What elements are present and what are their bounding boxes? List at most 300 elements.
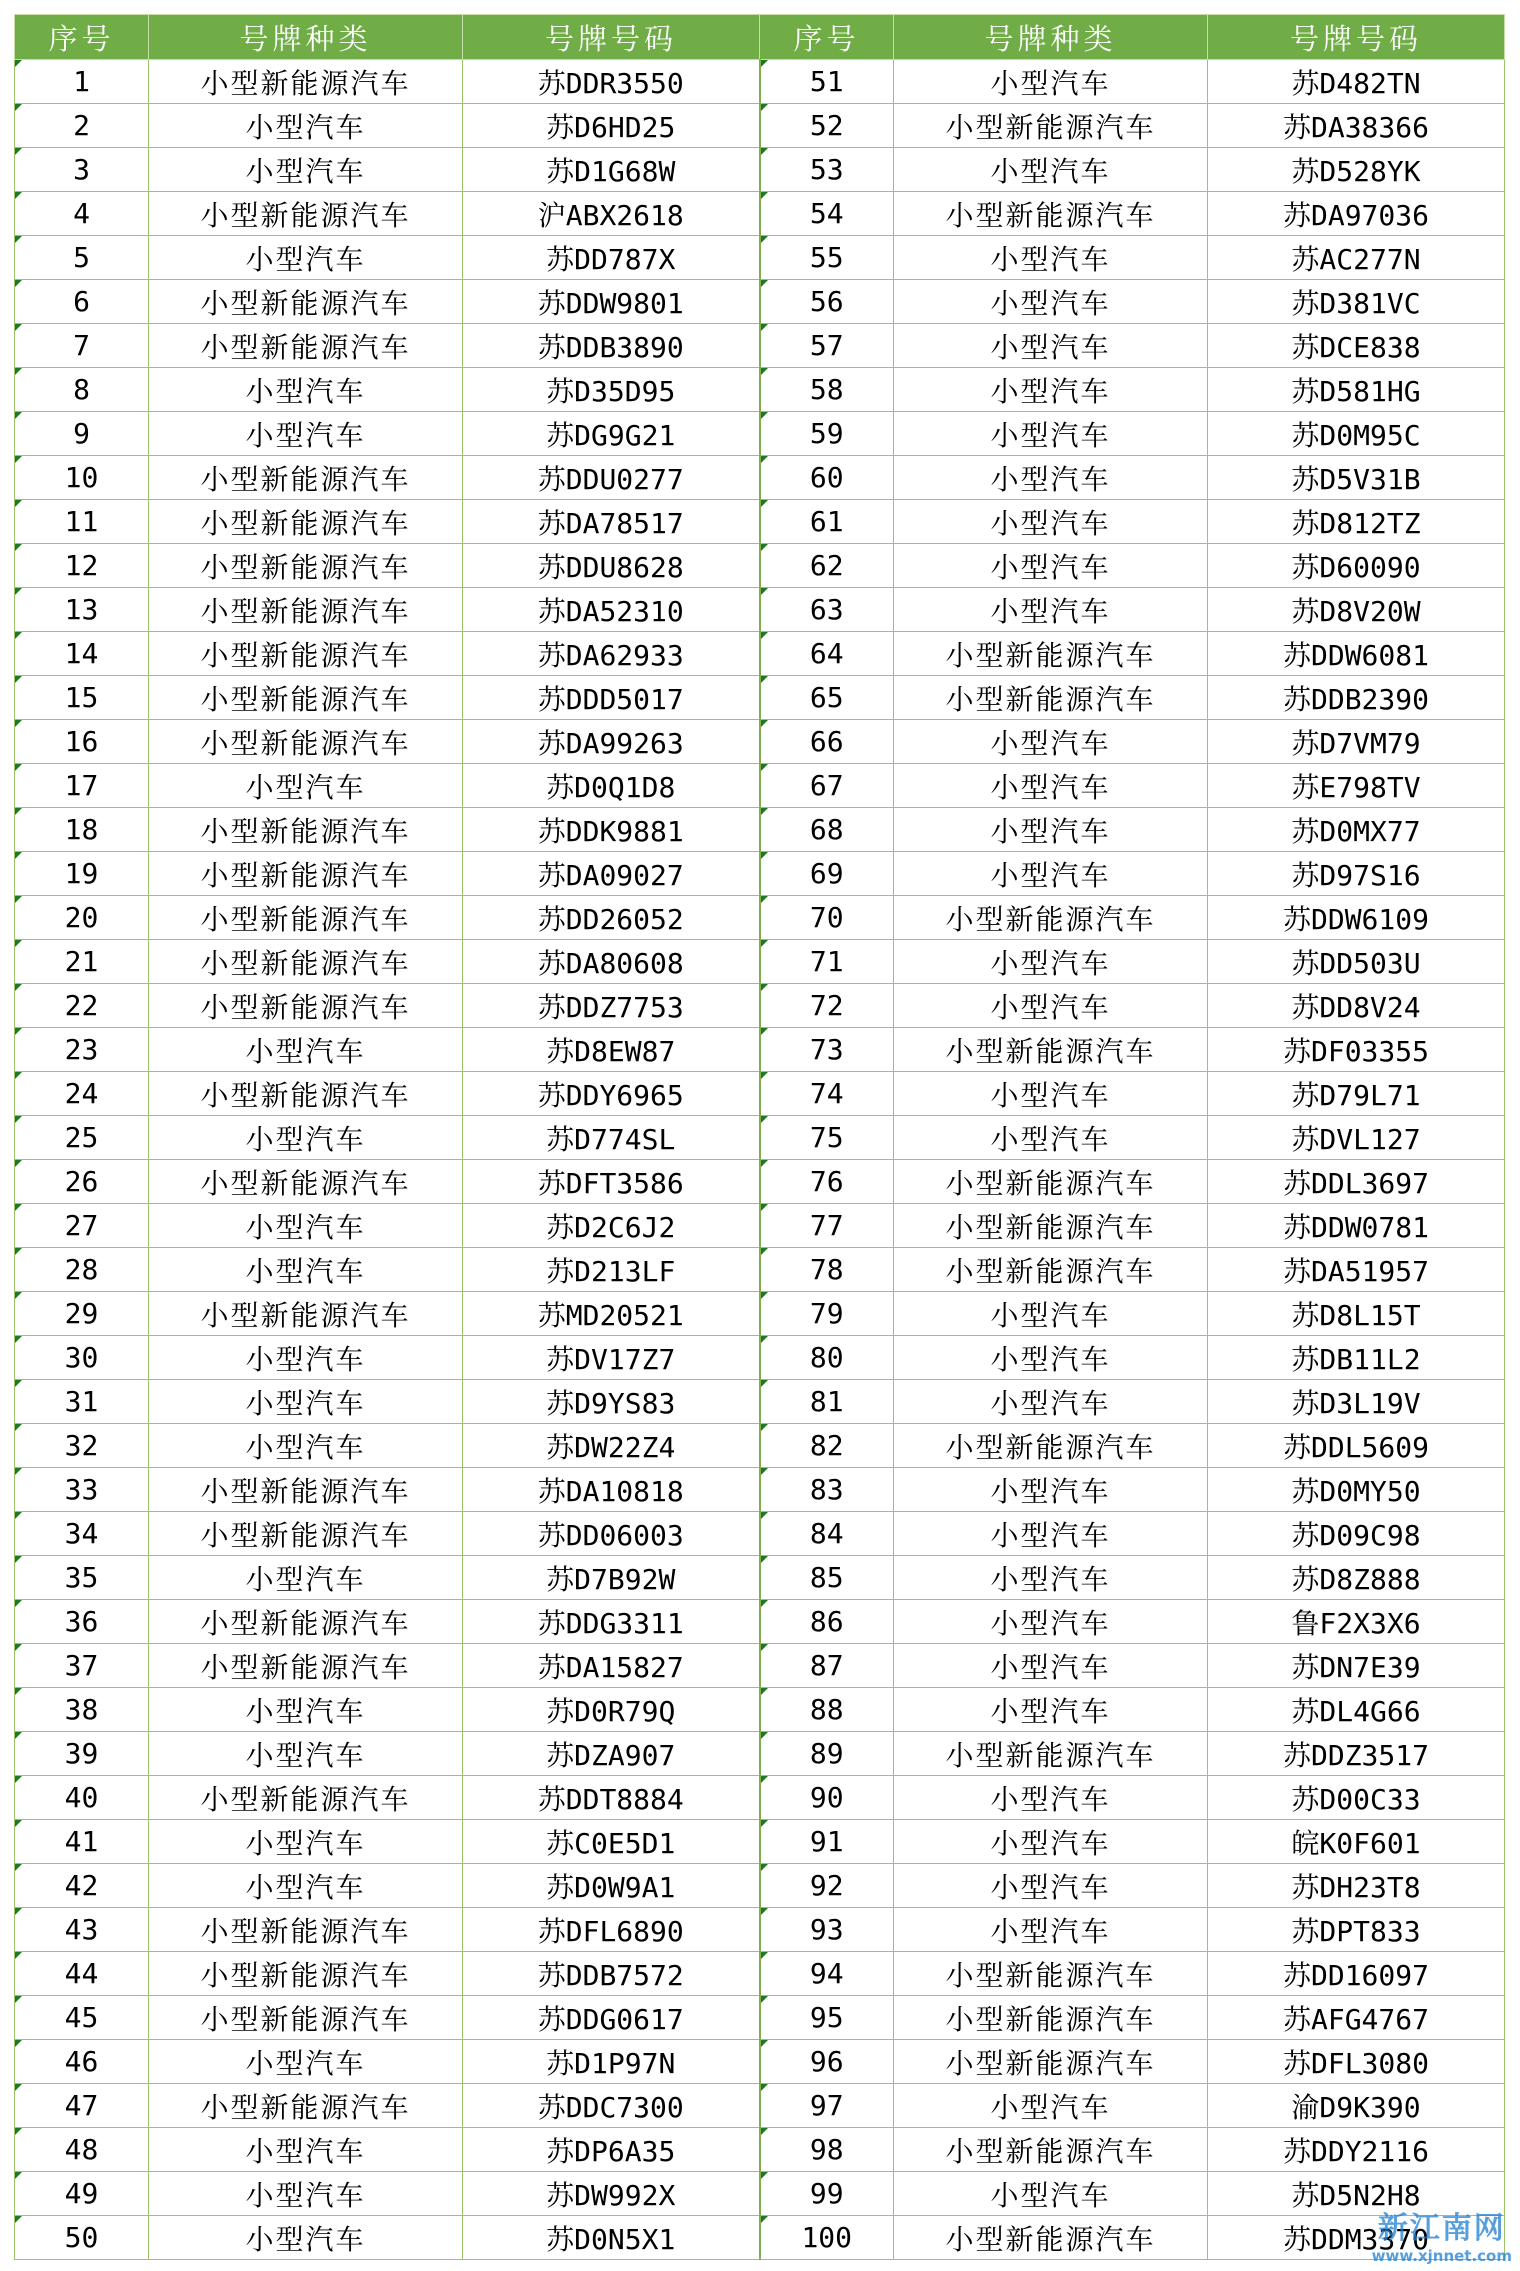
- cell-plate-type-left[interactable]: 小型汽车: [149, 1688, 463, 1732]
- cell-plate-number-left[interactable]: 苏D1P97N: [463, 2040, 760, 2084]
- cell-serial-left[interactable]: 28: [15, 1248, 149, 1292]
- cell-serial-right[interactable]: 88: [760, 1688, 894, 1732]
- cell-plate-type-right[interactable]: 小型汽车: [894, 1468, 1208, 1512]
- cell-plate-number-left[interactable]: 苏DDU8628: [463, 544, 760, 588]
- cell-plate-number-right[interactable]: 苏DDW0781: [1208, 1204, 1505, 1248]
- cell-serial-left[interactable]: 33: [15, 1468, 149, 1512]
- cell-serial-right[interactable]: 57: [760, 324, 894, 368]
- cell-serial-right[interactable]: 72: [760, 984, 894, 1028]
- cell-plate-number-left[interactable]: 苏D35D95: [463, 368, 760, 412]
- cell-serial-right[interactable]: 64: [760, 632, 894, 676]
- cell-serial-right[interactable]: 53: [760, 148, 894, 192]
- cell-serial-left[interactable]: 7: [15, 324, 149, 368]
- cell-serial-right[interactable]: 94: [760, 1952, 894, 1996]
- cell-plate-type-left[interactable]: 小型汽车: [149, 764, 463, 808]
- cell-plate-number-left[interactable]: 苏D8EW87: [463, 1028, 760, 1072]
- cell-serial-right[interactable]: 69: [760, 852, 894, 896]
- cell-plate-number-right[interactable]: 苏D812TZ: [1208, 500, 1505, 544]
- cell-plate-type-right[interactable]: 小型汽车: [894, 1820, 1208, 1864]
- cell-plate-number-left[interactable]: 苏DA62933: [463, 632, 760, 676]
- cell-plate-type-right[interactable]: 小型汽车: [894, 764, 1208, 808]
- cell-plate-type-right[interactable]: 小型汽车: [894, 1380, 1208, 1424]
- cell-serial-left[interactable]: 36: [15, 1600, 149, 1644]
- cell-plate-type-right[interactable]: 小型新能源汽车: [894, 2216, 1208, 2260]
- cell-serial-right[interactable]: 79: [760, 1292, 894, 1336]
- cell-plate-type-right[interactable]: 小型新能源汽车: [894, 1952, 1208, 1996]
- cell-plate-number-left[interactable]: 苏DDG3311: [463, 1600, 760, 1644]
- cell-plate-type-right[interactable]: 小型汽车: [894, 1336, 1208, 1380]
- cell-plate-number-right[interactable]: 苏D482TN: [1208, 60, 1505, 104]
- cell-plate-type-left[interactable]: 小型新能源汽车: [149, 1292, 463, 1336]
- cell-plate-number-left[interactable]: 苏DDC7300: [463, 2084, 760, 2128]
- cell-plate-number-right[interactable]: 苏DA97036: [1208, 192, 1505, 236]
- cell-plate-type-left[interactable]: 小型汽车: [149, 2128, 463, 2172]
- cell-plate-type-left[interactable]: 小型新能源汽车: [149, 324, 463, 368]
- cell-serial-right[interactable]: 95: [760, 1996, 894, 2040]
- cell-plate-type-right[interactable]: 小型新能源汽车: [894, 1732, 1208, 1776]
- cell-plate-type-right[interactable]: 小型汽车: [894, 544, 1208, 588]
- cell-serial-left[interactable]: 45: [15, 1996, 149, 2040]
- cell-plate-number-right[interactable]: 苏D3L19V: [1208, 1380, 1505, 1424]
- cell-plate-type-left[interactable]: 小型新能源汽车: [149, 1952, 463, 1996]
- cell-plate-number-right[interactable]: 苏DH23T8: [1208, 1864, 1505, 1908]
- cell-serial-right[interactable]: 71: [760, 940, 894, 984]
- cell-plate-type-right[interactable]: 小型新能源汽车: [894, 676, 1208, 720]
- cell-plate-number-left[interactable]: 苏DA10818: [463, 1468, 760, 1512]
- cell-serial-left[interactable]: 5: [15, 236, 149, 280]
- cell-serial-left[interactable]: 23: [15, 1028, 149, 1072]
- cell-plate-type-right[interactable]: 小型汽车: [894, 412, 1208, 456]
- cell-serial-left[interactable]: 42: [15, 1864, 149, 1908]
- cell-plate-type-left[interactable]: 小型新能源汽车: [149, 1644, 463, 1688]
- cell-plate-type-left[interactable]: 小型汽车: [149, 2040, 463, 2084]
- cell-plate-number-right[interactable]: 苏D528YK: [1208, 148, 1505, 192]
- cell-plate-type-left[interactable]: 小型新能源汽车: [149, 896, 463, 940]
- cell-serial-left[interactable]: 19: [15, 852, 149, 896]
- cell-serial-right[interactable]: 62: [760, 544, 894, 588]
- cell-plate-number-left[interactable]: 苏DP6A35: [463, 2128, 760, 2172]
- cell-plate-type-left[interactable]: 小型汽车: [149, 1556, 463, 1600]
- cell-plate-type-right[interactable]: 小型汽车: [894, 940, 1208, 984]
- cell-plate-type-right[interactable]: 小型新能源汽车: [894, 1248, 1208, 1292]
- cell-plate-number-right[interactable]: 苏DDL5609: [1208, 1424, 1505, 1468]
- cell-plate-type-left[interactable]: 小型新能源汽车: [149, 280, 463, 324]
- cell-serial-right[interactable]: 97: [760, 2084, 894, 2128]
- cell-plate-type-right[interactable]: 小型汽车: [894, 1116, 1208, 1160]
- cell-serial-left[interactable]: 31: [15, 1380, 149, 1424]
- cell-serial-right[interactable]: 66: [760, 720, 894, 764]
- cell-plate-number-left[interactable]: 苏D0W9A1: [463, 1864, 760, 1908]
- cell-plate-type-left[interactable]: 小型汽车: [149, 1864, 463, 1908]
- cell-plate-type-left[interactable]: 小型汽车: [149, 236, 463, 280]
- cell-plate-type-right[interactable]: 小型汽车: [894, 60, 1208, 104]
- cell-plate-type-left[interactable]: 小型汽车: [149, 2216, 463, 2260]
- cell-serial-left[interactable]: 43: [15, 1908, 149, 1952]
- cell-serial-right[interactable]: 93: [760, 1908, 894, 1952]
- cell-plate-type-left[interactable]: 小型新能源汽车: [149, 1468, 463, 1512]
- cell-plate-type-right[interactable]: 小型新能源汽车: [894, 1996, 1208, 2040]
- cell-plate-type-right[interactable]: 小型汽车: [894, 236, 1208, 280]
- cell-plate-type-left[interactable]: 小型新能源汽车: [149, 1908, 463, 1952]
- cell-plate-number-right[interactable]: 皖K0F601: [1208, 1820, 1505, 1864]
- cell-plate-number-left[interactable]: 苏DV17Z7: [463, 1336, 760, 1380]
- cell-serial-right[interactable]: 51: [760, 60, 894, 104]
- cell-plate-type-right[interactable]: 小型汽车: [894, 280, 1208, 324]
- cell-plate-type-right[interactable]: 小型汽车: [894, 1512, 1208, 1556]
- cell-plate-number-right[interactable]: 苏DPT833: [1208, 1908, 1505, 1952]
- cell-plate-number-right[interactable]: 苏D8V20W: [1208, 588, 1505, 632]
- cell-plate-number-right[interactable]: 苏DDZ3517: [1208, 1732, 1505, 1776]
- cell-plate-number-right[interactable]: 苏DVL127: [1208, 1116, 1505, 1160]
- cell-plate-number-left[interactable]: 苏D774SL: [463, 1116, 760, 1160]
- cell-serial-left[interactable]: 44: [15, 1952, 149, 1996]
- cell-plate-number-left[interactable]: 苏DDU0277: [463, 456, 760, 500]
- cell-serial-left[interactable]: 13: [15, 588, 149, 632]
- cell-serial-right[interactable]: 78: [760, 1248, 894, 1292]
- cell-plate-type-right[interactable]: 小型新能源汽车: [894, 2128, 1208, 2172]
- cell-serial-right[interactable]: 61: [760, 500, 894, 544]
- cell-plate-type-left[interactable]: 小型汽车: [149, 1380, 463, 1424]
- cell-serial-left[interactable]: 37: [15, 1644, 149, 1688]
- cell-plate-type-left[interactable]: 小型新能源汽车: [149, 808, 463, 852]
- cell-plate-number-left[interactable]: 苏DDG0617: [463, 1996, 760, 2040]
- cell-plate-type-right[interactable]: 小型汽车: [894, 368, 1208, 412]
- cell-plate-type-right[interactable]: 小型新能源汽车: [894, 1160, 1208, 1204]
- cell-plate-number-right[interactable]: 苏E798TV: [1208, 764, 1505, 808]
- cell-plate-number-right[interactable]: 苏DF03355: [1208, 1028, 1505, 1072]
- cell-plate-number-right[interactable]: 苏D97S16: [1208, 852, 1505, 896]
- cell-plate-type-right[interactable]: 小型汽车: [894, 456, 1208, 500]
- cell-serial-left[interactable]: 15: [15, 676, 149, 720]
- cell-serial-right[interactable]: 82: [760, 1424, 894, 1468]
- cell-plate-type-left[interactable]: 小型汽车: [149, 1424, 463, 1468]
- cell-serial-right[interactable]: 81: [760, 1380, 894, 1424]
- cell-serial-right[interactable]: 75: [760, 1116, 894, 1160]
- cell-serial-left[interactable]: 20: [15, 896, 149, 940]
- cell-serial-left[interactable]: 1: [15, 60, 149, 104]
- cell-serial-left[interactable]: 2: [15, 104, 149, 148]
- cell-serial-right[interactable]: 87: [760, 1644, 894, 1688]
- cell-plate-type-right[interactable]: 小型汽车: [894, 2172, 1208, 2216]
- cell-plate-type-left[interactable]: 小型汽车: [149, 2172, 463, 2216]
- cell-plate-number-right[interactable]: 苏D60090: [1208, 544, 1505, 588]
- cell-serial-left[interactable]: 10: [15, 456, 149, 500]
- cell-plate-number-left[interactable]: 苏DFT3586: [463, 1160, 760, 1204]
- cell-plate-number-right[interactable]: 苏D8L15T: [1208, 1292, 1505, 1336]
- cell-serial-right[interactable]: 76: [760, 1160, 894, 1204]
- cell-plate-number-left[interactable]: 苏D1G68W: [463, 148, 760, 192]
- cell-serial-right[interactable]: 96: [760, 2040, 894, 2084]
- cell-plate-number-right[interactable]: 鲁F2X3X6: [1208, 1600, 1505, 1644]
- cell-serial-right[interactable]: 85: [760, 1556, 894, 1600]
- cell-serial-right[interactable]: 73: [760, 1028, 894, 1072]
- cell-serial-right[interactable]: 89: [760, 1732, 894, 1776]
- cell-plate-type-right[interactable]: 小型汽车: [894, 2084, 1208, 2128]
- cell-plate-number-left[interactable]: 苏DDD5017: [463, 676, 760, 720]
- cell-plate-number-left[interactable]: 苏D7B92W: [463, 1556, 760, 1600]
- cell-plate-number-left[interactable]: 沪ABX2618: [463, 192, 760, 236]
- cell-plate-type-right[interactable]: 小型汽车: [894, 1072, 1208, 1116]
- cell-plate-number-left[interactable]: 苏DDK9881: [463, 808, 760, 852]
- cell-serial-left[interactable]: 32: [15, 1424, 149, 1468]
- cell-serial-right[interactable]: 58: [760, 368, 894, 412]
- cell-serial-left[interactable]: 27: [15, 1204, 149, 1248]
- cell-plate-type-right[interactable]: 小型汽车: [894, 500, 1208, 544]
- cell-serial-left[interactable]: 6: [15, 280, 149, 324]
- cell-plate-number-right[interactable]: 渝D9K390: [1208, 2084, 1505, 2128]
- cell-plate-number-right[interactable]: 苏D0MX77: [1208, 808, 1505, 852]
- cell-serial-left[interactable]: 4: [15, 192, 149, 236]
- cell-serial-left[interactable]: 22: [15, 984, 149, 1028]
- cell-plate-number-right[interactable]: 苏DD503U: [1208, 940, 1505, 984]
- cell-plate-type-right[interactable]: 小型汽车: [894, 1776, 1208, 1820]
- cell-plate-number-left[interactable]: 苏D0Q1D8: [463, 764, 760, 808]
- cell-plate-type-left[interactable]: 小型新能源汽车: [149, 544, 463, 588]
- cell-plate-type-left[interactable]: 小型汽车: [149, 1820, 463, 1864]
- cell-plate-type-right[interactable]: 小型新能源汽车: [894, 896, 1208, 940]
- cell-plate-type-right[interactable]: 小型新能源汽车: [894, 192, 1208, 236]
- cell-serial-right[interactable]: 54: [760, 192, 894, 236]
- cell-plate-type-left[interactable]: 小型汽车: [149, 104, 463, 148]
- cell-plate-type-left[interactable]: 小型新能源汽车: [149, 676, 463, 720]
- cell-plate-type-right[interactable]: 小型汽车: [894, 1556, 1208, 1600]
- cell-serial-right[interactable]: 98: [760, 2128, 894, 2172]
- cell-plate-number-left[interactable]: 苏DZA907: [463, 1732, 760, 1776]
- cell-plate-number-right[interactable]: 苏DDB2390: [1208, 676, 1505, 720]
- cell-plate-type-right[interactable]: 小型汽车: [894, 808, 1208, 852]
- cell-serial-left[interactable]: 16: [15, 720, 149, 764]
- cell-serial-right[interactable]: 60: [760, 456, 894, 500]
- cell-plate-type-left[interactable]: 小型汽车: [149, 368, 463, 412]
- cell-plate-number-right[interactable]: 苏DA38366: [1208, 104, 1505, 148]
- cell-plate-number-right[interactable]: 苏AFG4767: [1208, 1996, 1505, 2040]
- cell-plate-type-left[interactable]: 小型新能源汽车: [149, 984, 463, 1028]
- cell-plate-type-left[interactable]: 小型新能源汽车: [149, 60, 463, 104]
- cell-serial-left[interactable]: 21: [15, 940, 149, 984]
- cell-plate-type-left[interactable]: 小型新能源汽车: [149, 192, 463, 236]
- cell-plate-number-left[interactable]: 苏DG9G21: [463, 412, 760, 456]
- cell-plate-type-left[interactable]: 小型新能源汽车: [149, 1776, 463, 1820]
- cell-plate-type-right[interactable]: 小型汽车: [894, 720, 1208, 764]
- cell-serial-left[interactable]: 48: [15, 2128, 149, 2172]
- cell-serial-right[interactable]: 68: [760, 808, 894, 852]
- cell-serial-left[interactable]: 40: [15, 1776, 149, 1820]
- cell-plate-type-left[interactable]: 小型新能源汽车: [149, 1072, 463, 1116]
- cell-plate-number-left[interactable]: 苏DD26052: [463, 896, 760, 940]
- cell-plate-type-right[interactable]: 小型汽车: [894, 1688, 1208, 1732]
- cell-plate-number-right[interactable]: 苏DDY2116: [1208, 2128, 1505, 2172]
- cell-plate-number-right[interactable]: 苏DD16097: [1208, 1952, 1505, 1996]
- cell-serial-left[interactable]: 50: [15, 2216, 149, 2260]
- cell-serial-left[interactable]: 38: [15, 1688, 149, 1732]
- cell-plate-number-left[interactable]: 苏DDR3550: [463, 60, 760, 104]
- cell-plate-type-left[interactable]: 小型新能源汽车: [149, 588, 463, 632]
- cell-plate-type-right[interactable]: 小型汽车: [894, 1908, 1208, 1952]
- cell-plate-type-left[interactable]: 小型汽车: [149, 412, 463, 456]
- cell-plate-number-left[interactable]: 苏MD20521: [463, 1292, 760, 1336]
- cell-plate-number-right[interactable]: 苏DDM3370: [1208, 2216, 1505, 2260]
- cell-serial-right[interactable]: 83: [760, 1468, 894, 1512]
- cell-plate-number-left[interactable]: 苏D9YS83: [463, 1380, 760, 1424]
- cell-plate-number-right[interactable]: 苏DFL3080: [1208, 2040, 1505, 2084]
- cell-plate-number-left[interactable]: 苏D0R79Q: [463, 1688, 760, 1732]
- cell-plate-type-right[interactable]: 小型汽车: [894, 148, 1208, 192]
- cell-serial-left[interactable]: 35: [15, 1556, 149, 1600]
- cell-serial-left[interactable]: 47: [15, 2084, 149, 2128]
- cell-plate-type-right[interactable]: 小型汽车: [894, 984, 1208, 1028]
- cell-plate-type-left[interactable]: 小型新能源汽车: [149, 1512, 463, 1556]
- cell-plate-number-right[interactable]: 苏DDW6081: [1208, 632, 1505, 676]
- cell-plate-type-left[interactable]: 小型汽车: [149, 148, 463, 192]
- cell-plate-number-left[interactable]: 苏DA80608: [463, 940, 760, 984]
- cell-plate-type-left[interactable]: 小型汽车: [149, 1732, 463, 1776]
- cell-serial-left[interactable]: 8: [15, 368, 149, 412]
- cell-plate-number-left[interactable]: 苏DDW9801: [463, 280, 760, 324]
- cell-plate-number-left[interactable]: 苏DDZ7753: [463, 984, 760, 1028]
- cell-serial-right[interactable]: 67: [760, 764, 894, 808]
- cell-serial-right[interactable]: 55: [760, 236, 894, 280]
- cell-serial-right[interactable]: 63: [760, 588, 894, 632]
- cell-plate-number-left[interactable]: 苏C0E5D1: [463, 1820, 760, 1864]
- cell-plate-type-right[interactable]: 小型汽车: [894, 588, 1208, 632]
- cell-serial-right[interactable]: 92: [760, 1864, 894, 1908]
- cell-plate-number-left[interactable]: 苏DA15827: [463, 1644, 760, 1688]
- cell-serial-left[interactable]: 41: [15, 1820, 149, 1864]
- cell-plate-number-right[interactable]: 苏D79L71: [1208, 1072, 1505, 1116]
- cell-plate-number-left[interactable]: 苏DA78517: [463, 500, 760, 544]
- cell-plate-number-left[interactable]: 苏DDB7572: [463, 1952, 760, 1996]
- cell-plate-number-right[interactable]: 苏DN7E39: [1208, 1644, 1505, 1688]
- cell-serial-left[interactable]: 12: [15, 544, 149, 588]
- cell-plate-type-left[interactable]: 小型新能源汽车: [149, 1160, 463, 1204]
- cell-plate-number-right[interactable]: 苏D581HG: [1208, 368, 1505, 412]
- cell-plate-type-left[interactable]: 小型新能源汽车: [149, 852, 463, 896]
- cell-plate-type-right[interactable]: 小型新能源汽车: [894, 104, 1208, 148]
- cell-plate-number-right[interactable]: 苏D0MY50: [1208, 1468, 1505, 1512]
- cell-plate-number-left[interactable]: 苏DA09027: [463, 852, 760, 896]
- cell-serial-right[interactable]: 100: [760, 2216, 894, 2260]
- cell-plate-type-right[interactable]: 小型汽车: [894, 852, 1208, 896]
- cell-plate-type-right[interactable]: 小型汽车: [894, 1600, 1208, 1644]
- cell-plate-number-right[interactable]: 苏D5V31B: [1208, 456, 1505, 500]
- cell-plate-number-right[interactable]: 苏DL4G66: [1208, 1688, 1505, 1732]
- cell-plate-number-left[interactable]: 苏DDB3890: [463, 324, 760, 368]
- cell-serial-right[interactable]: 56: [760, 280, 894, 324]
- cell-plate-type-right[interactable]: 小型汽车: [894, 1644, 1208, 1688]
- cell-plate-number-left[interactable]: 苏DDY6965: [463, 1072, 760, 1116]
- cell-plate-type-left[interactable]: 小型新能源汽车: [149, 1600, 463, 1644]
- cell-plate-number-left[interactable]: 苏DA52310: [463, 588, 760, 632]
- cell-serial-left[interactable]: 18: [15, 808, 149, 852]
- cell-serial-left[interactable]: 49: [15, 2172, 149, 2216]
- cell-serial-left[interactable]: 17: [15, 764, 149, 808]
- cell-plate-type-left[interactable]: 小型新能源汽车: [149, 2084, 463, 2128]
- cell-serial-right[interactable]: 52: [760, 104, 894, 148]
- cell-plate-number-right[interactable]: 苏D8Z888: [1208, 1556, 1505, 1600]
- cell-plate-number-left[interactable]: 苏DD06003: [463, 1512, 760, 1556]
- cell-serial-left[interactable]: 34: [15, 1512, 149, 1556]
- cell-plate-type-right[interactable]: 小型汽车: [894, 1292, 1208, 1336]
- cell-plate-number-right[interactable]: 苏DA51957: [1208, 1248, 1505, 1292]
- cell-serial-right[interactable]: 90: [760, 1776, 894, 1820]
- cell-plate-number-left[interactable]: 苏D0N5X1: [463, 2216, 760, 2260]
- cell-plate-number-right[interactable]: 苏D5N2H8: [1208, 2172, 1505, 2216]
- cell-serial-left[interactable]: 9: [15, 412, 149, 456]
- cell-serial-right[interactable]: 91: [760, 1820, 894, 1864]
- cell-plate-type-left[interactable]: 小型新能源汽车: [149, 500, 463, 544]
- cell-plate-type-left[interactable]: 小型新能源汽车: [149, 720, 463, 764]
- cell-serial-right[interactable]: 84: [760, 1512, 894, 1556]
- cell-plate-number-right[interactable]: 苏D09C98: [1208, 1512, 1505, 1556]
- cell-serial-left[interactable]: 29: [15, 1292, 149, 1336]
- cell-plate-type-left[interactable]: 小型汽车: [149, 1028, 463, 1072]
- cell-serial-left[interactable]: 14: [15, 632, 149, 676]
- cell-plate-type-left[interactable]: 小型新能源汽车: [149, 1996, 463, 2040]
- cell-serial-right[interactable]: 65: [760, 676, 894, 720]
- cell-plate-type-right[interactable]: 小型新能源汽车: [894, 2040, 1208, 2084]
- cell-plate-type-left[interactable]: 小型新能源汽车: [149, 632, 463, 676]
- cell-serial-right[interactable]: 86: [760, 1600, 894, 1644]
- cell-plate-type-right[interactable]: 小型新能源汽车: [894, 1028, 1208, 1072]
- cell-plate-number-right[interactable]: 苏DD8V24: [1208, 984, 1505, 1028]
- cell-plate-number-right[interactable]: 苏D0M95C: [1208, 412, 1505, 456]
- cell-plate-type-right[interactable]: 小型新能源汽车: [894, 1424, 1208, 1468]
- cell-plate-type-left[interactable]: 小型汽车: [149, 1204, 463, 1248]
- cell-plate-type-right[interactable]: 小型汽车: [894, 324, 1208, 368]
- cell-serial-right[interactable]: 59: [760, 412, 894, 456]
- cell-plate-number-left[interactable]: 苏DFL6890: [463, 1908, 760, 1952]
- cell-plate-type-right[interactable]: 小型新能源汽车: [894, 632, 1208, 676]
- cell-serial-left[interactable]: 24: [15, 1072, 149, 1116]
- cell-serial-right[interactable]: 70: [760, 896, 894, 940]
- cell-plate-number-right[interactable]: 苏DCE838: [1208, 324, 1505, 368]
- cell-serial-left[interactable]: 25: [15, 1116, 149, 1160]
- cell-plate-number-left[interactable]: 苏DA99263: [463, 720, 760, 764]
- cell-serial-right[interactable]: 80: [760, 1336, 894, 1380]
- cell-plate-number-right[interactable]: 苏AC277N: [1208, 236, 1505, 280]
- cell-plate-number-left[interactable]: 苏D6HD25: [463, 104, 760, 148]
- cell-serial-right[interactable]: 74: [760, 1072, 894, 1116]
- cell-serial-left[interactable]: 30: [15, 1336, 149, 1380]
- cell-plate-number-right[interactable]: 苏D381VC: [1208, 280, 1505, 324]
- cell-plate-type-left[interactable]: 小型新能源汽车: [149, 456, 463, 500]
- cell-plate-number-left[interactable]: 苏D2C6J2: [463, 1204, 760, 1248]
- cell-plate-type-right[interactable]: 小型汽车: [894, 1864, 1208, 1908]
- cell-plate-type-left[interactable]: 小型新能源汽车: [149, 940, 463, 984]
- cell-serial-right[interactable]: 77: [760, 1204, 894, 1248]
- cell-plate-number-right[interactable]: 苏D00C33: [1208, 1776, 1505, 1820]
- cell-plate-type-left[interactable]: 小型汽车: [149, 1116, 463, 1160]
- cell-serial-left[interactable]: 46: [15, 2040, 149, 2084]
- cell-plate-number-right[interactable]: 苏DDL3697: [1208, 1160, 1505, 1204]
- cell-plate-type-right[interactable]: 小型新能源汽车: [894, 1204, 1208, 1248]
- cell-plate-number-left[interactable]: 苏DD787X: [463, 236, 760, 280]
- cell-plate-number-right[interactable]: 苏DDW6109: [1208, 896, 1505, 940]
- cell-plate-number-left[interactable]: 苏D213LF: [463, 1248, 760, 1292]
- cell-plate-number-left[interactable]: 苏DW992X: [463, 2172, 760, 2216]
- cell-plate-number-left[interactable]: 苏DDT8884: [463, 1776, 760, 1820]
- cell-plate-number-right[interactable]: 苏D7VM79: [1208, 720, 1505, 764]
- cell-serial-left[interactable]: 39: [15, 1732, 149, 1776]
- cell-plate-type-left[interactable]: 小型汽车: [149, 1248, 463, 1292]
- cell-serial-left[interactable]: 11: [15, 500, 149, 544]
- cell-plate-number-left[interactable]: 苏DW22Z4: [463, 1424, 760, 1468]
- cell-serial-left[interactable]: 26: [15, 1160, 149, 1204]
- cell-plate-type-left[interactable]: 小型汽车: [149, 1336, 463, 1380]
- cell-serial-right[interactable]: 99: [760, 2172, 894, 2216]
- cell-serial-left[interactable]: 3: [15, 148, 149, 192]
- cell-plate-number-right[interactable]: 苏DB11L2: [1208, 1336, 1505, 1380]
